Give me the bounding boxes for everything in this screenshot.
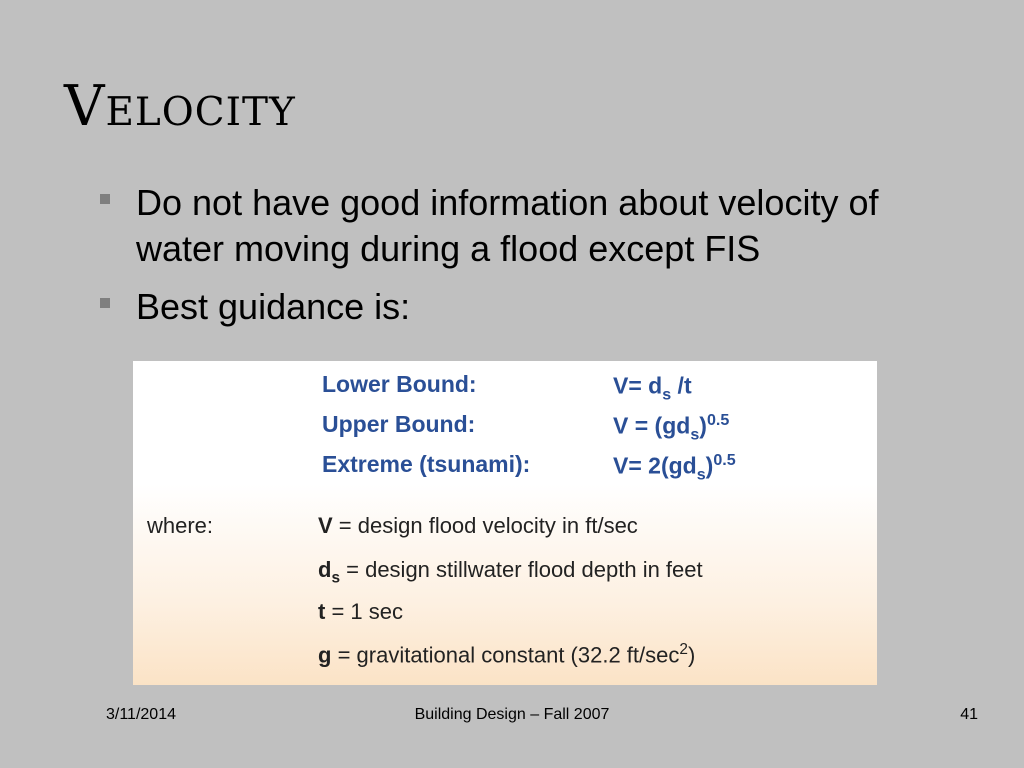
formula-label: Lower Bound: [322, 371, 477, 397]
bullet-text: Best guidance is: [136, 286, 411, 327]
formula-image [133, 361, 877, 685]
square-bullet-icon [100, 194, 110, 204]
formula-label: Extreme (tsunami): [322, 451, 531, 477]
bullet-item [96, 284, 976, 330]
footer-date: 3/11/2014 [106, 706, 176, 723]
formula-equation: $V = (gd_s)^{0.5}$ [613, 411, 730, 444]
footer-course: Building Design – Fall 2007 [414, 706, 610, 723]
bullet-item [96, 180, 976, 272]
bullet-list [96, 180, 976, 342]
formula-label: Upper Bound: [322, 411, 476, 437]
definition-item: V = design flood velocity in ft/sec [318, 513, 638, 538]
formula-equation: $V= 2(gd_s)^{0.5}$ [613, 451, 736, 484]
bullet-text: Do not have good information about velocity of water moving during a flood except FIS [136, 182, 879, 269]
definition-item: g = gravitational constant (32.2 $ft/\sec^2$) [318, 641, 696, 668]
where-label: where: [147, 513, 214, 538]
definition-item: t = 1 sec [318, 599, 403, 624]
slide-title: Velocity [64, 74, 296, 139]
footer-page-number: 41 [960, 706, 978, 723]
definition-item: $d_s$ = design stillwater flood depth in feet [318, 557, 703, 587]
square-bullet-icon [100, 298, 110, 308]
formula-equation: $V= d_s$ /t [613, 372, 692, 404]
